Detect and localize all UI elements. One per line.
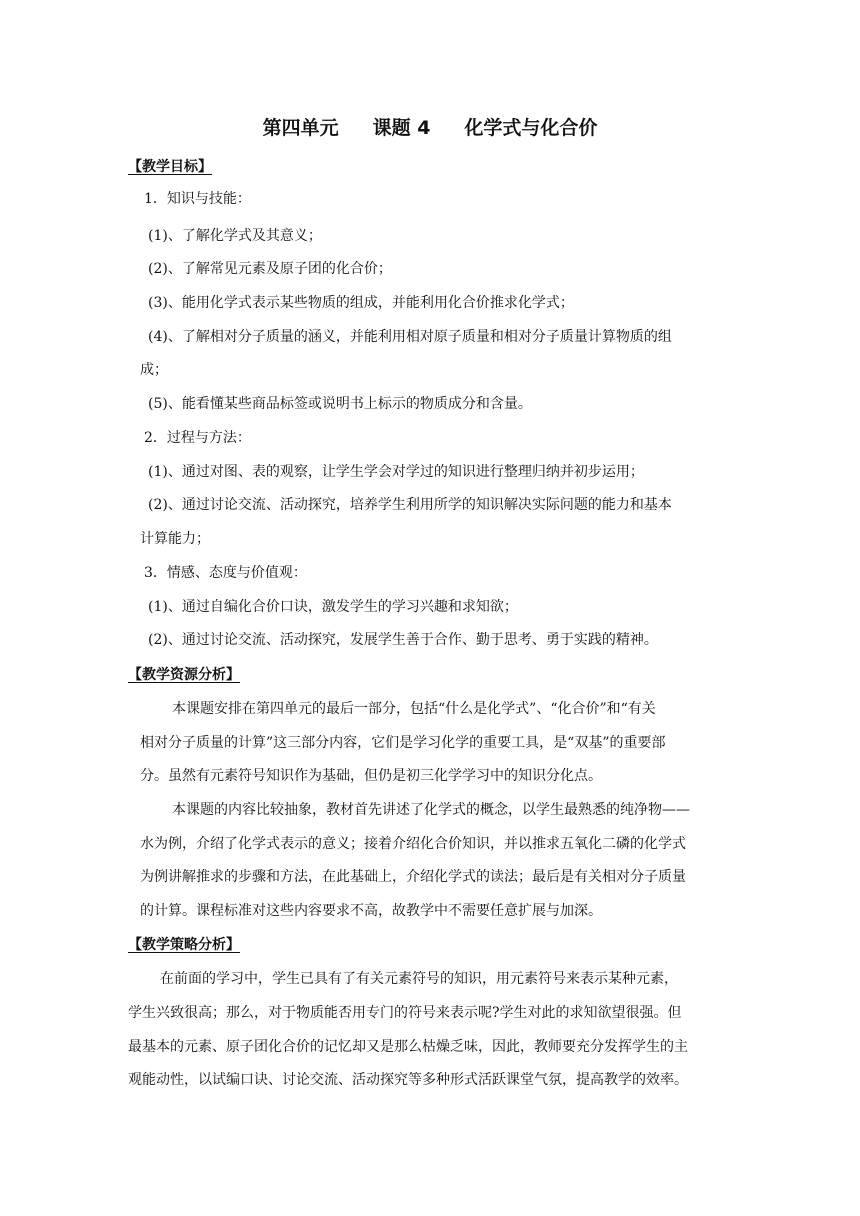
resources-paragraph-line: 本课题安排在第四单元的最后一部分，包括“什么是化学式”、“化合价”和“有关 <box>172 701 656 717</box>
objective-item-continued: 成； <box>140 362 168 378</box>
section-heading-strategy: 【教学策略分析】 <box>128 937 240 953</box>
objective-item: (1)、通过对图、表的观察，让学生学会对学过的知识进行整理归纳并初步运用； <box>148 464 644 480</box>
page-title <box>0 114 860 142</box>
objective-heading-knowledge: 1．知识与技能： <box>144 191 251 207</box>
resources-paragraph-line: 为例讲解推求的步骤和方法，在此基础上，介绍化学式的读法；最后是有关相对分子质量 <box>140 869 686 885</box>
objective-heading-process: 2．过程与方法： <box>144 430 251 446</box>
objective-item: (1)、通过自编化合价口诀，激发学生的学习兴趣和求知欲； <box>148 599 518 615</box>
objective-item-continued: 计算能力； <box>140 531 210 547</box>
strategy-paragraph-line: 观能动性，以试编口诀、讨论交流、活动探究等多种形式活跃课堂气氛，提高教学的效率。 <box>128 1072 688 1088</box>
section-heading-objectives: 【教学目标】 <box>128 159 212 175</box>
objective-heading-values: 3．情感、态度与价值观： <box>144 565 307 581</box>
strategy-paragraph-line: 在前面的学习中，学生已具有了有关元素符号的知识，用元素符号来表示某种元素， <box>160 971 678 987</box>
objective-item: (2)、了解常见元素及原子团的化合价； <box>148 261 392 277</box>
objective-item: (1)、了解化学式及其意义； <box>148 228 322 244</box>
objective-item: (5)、能看懂某些商品标签或说明书上标示的物质成分和含量。 <box>148 396 532 412</box>
section-heading-resources: 【教学资源分析】 <box>128 667 240 683</box>
resources-paragraph-line: 本课题的内容比较抽象，教材首先讲述了化学式的概念，以学生最熟悉的纯净物—— <box>172 802 690 818</box>
resources-paragraph-line: 水为例，介绍了化学式表示的意义；接着介绍化合价知识，并以推求五氧化二磷的化学式 <box>140 836 686 852</box>
title-unit: 第四单元 <box>262 117 339 139</box>
objective-item: (2)、通过讨论交流、活动探究，发展学生善于合作、勤于思考、勇于实践的精神。 <box>148 632 658 648</box>
resources-paragraph-line: 的计算。课程标准对这些内容要求不高，故教学中不需要任意扩展与加深。 <box>140 903 602 919</box>
strategy-paragraph-line: 最基本的元素、原子团化合价的记忆却又是那么枯燥乏味，因此，教师要充分发挥学生的主 <box>128 1039 688 1055</box>
objective-item: (3)、能用化学式表示某些物质的组成，并能利用化合价推求化学式； <box>148 295 574 311</box>
resources-paragraph-line: 相对分子质量的计算”这三部分内容，它们是学习化学的重要工具，是“双基”的重要部 <box>140 735 666 751</box>
title-lesson: 课题 4 <box>372 117 431 139</box>
title-topic: 化学式与化合价 <box>464 117 598 139</box>
strategy-paragraph-line: 学生兴致很高；那么，对于物质能否用专门的符号来表示呢?学生对此的求知欲望很强。但 <box>128 1005 682 1021</box>
objective-item: (4)、了解相对分子质量的涵义，并能利用相对原子质量和相对分子质量计算物质的组 <box>148 329 672 345</box>
resources-paragraph-line: 分。虽然有元素符号知识作为基础，但仍是初三化学学习中的知识分化点。 <box>140 768 602 784</box>
objective-item: (2)、通过讨论交流、活动探究，培养学生利用所学的知识解决实际问题的能力和基本 <box>148 497 672 513</box>
